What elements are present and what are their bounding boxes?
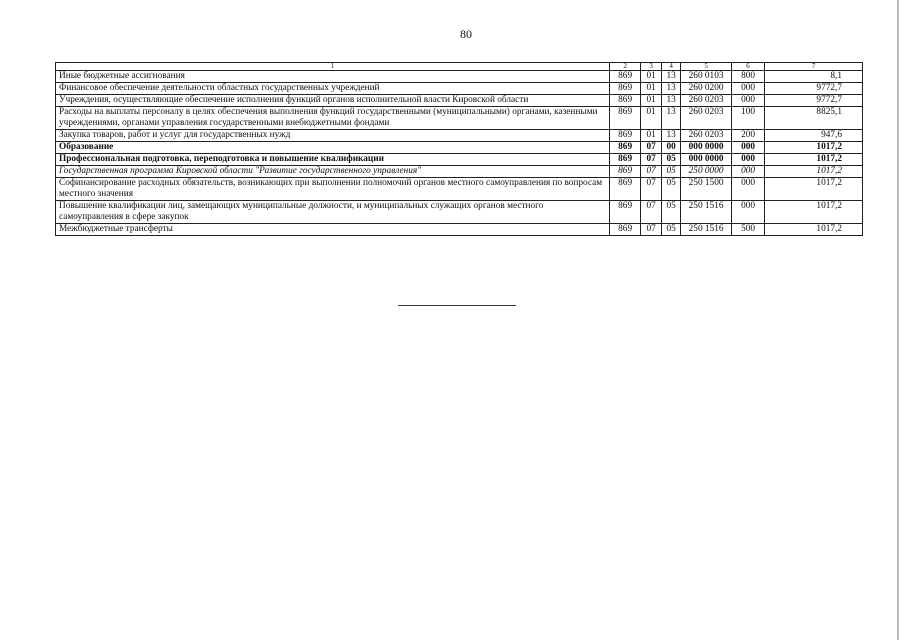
cell-admin-code: 869 xyxy=(610,130,641,142)
cell-section: 01 xyxy=(641,95,662,107)
cell-section: 07 xyxy=(641,224,662,236)
table-row xyxy=(56,71,863,83)
cell-admin-code: 869 xyxy=(610,154,641,166)
page-number: 80 xyxy=(460,27,472,41)
cell-target-item: 260 0203 xyxy=(681,107,732,130)
cell-amount: 1017,2 xyxy=(765,178,863,201)
cell-target-item: 260 0103 xyxy=(681,71,732,83)
table-row xyxy=(56,178,863,201)
table-row xyxy=(56,142,863,154)
cell-expense-type: 000 xyxy=(732,178,765,201)
cell-admin-code: 869 xyxy=(610,166,641,178)
table-row xyxy=(56,224,863,236)
cell-amount: 8825,1 xyxy=(765,107,863,130)
cell-section: 01 xyxy=(641,71,662,83)
cell-section: 01 xyxy=(641,83,662,95)
cell-section: 07 xyxy=(641,166,662,178)
cell-target-item: 250 0000 xyxy=(681,166,732,178)
column-header: 2 xyxy=(610,63,641,71)
column-header: 3 xyxy=(641,63,662,71)
cell-target-item: 000 0000 xyxy=(681,142,732,154)
cell-admin-code: 869 xyxy=(610,95,641,107)
row-name: Межбюджетные трансферты xyxy=(56,224,610,236)
table-row xyxy=(56,130,863,142)
cell-expense-type: 100 xyxy=(732,107,765,130)
cell-subsection: 00 xyxy=(662,142,681,154)
cell-amount: 1017,2 xyxy=(765,224,863,236)
cell-expense-type: 000 xyxy=(732,142,765,154)
cell-admin-code: 869 xyxy=(610,107,641,130)
row-name: Государственная программа Кировской области "Развитие государственного управления" xyxy=(56,166,610,178)
cell-amount: 8,1 xyxy=(765,71,863,83)
cell-amount: 1017,2 xyxy=(765,166,863,178)
cell-target-item: 260 0200 xyxy=(681,83,732,95)
column-header: 4 xyxy=(662,63,681,71)
cell-expense-type: 000 xyxy=(732,154,765,166)
row-name: Повышение квалификации лиц, замещающих муниципальные должности, и муниципальных служащих органов местного самоуправления в сфере закупок xyxy=(56,201,610,224)
cell-target-item: 250 1516 xyxy=(681,224,732,236)
table-row xyxy=(56,83,863,95)
cell-expense-type: 000 xyxy=(732,83,765,95)
row-name: Иные бюджетные ассигнования xyxy=(56,71,610,83)
cell-expense-type: 000 xyxy=(732,166,765,178)
row-name: Профессиональная подготовка, переподготовка и повышение квалификации xyxy=(56,154,610,166)
footer-separator-line xyxy=(398,305,516,306)
cell-target-item: 260 0203 xyxy=(681,95,732,107)
cell-admin-code: 869 xyxy=(610,224,641,236)
cell-expense-type: 000 xyxy=(732,95,765,107)
cell-subsection: 05 xyxy=(662,154,681,166)
cell-subsection: 05 xyxy=(662,201,681,224)
cell-expense-type: 800 xyxy=(732,71,765,83)
cell-section: 01 xyxy=(641,130,662,142)
cell-admin-code: 869 xyxy=(610,178,641,201)
cell-subsection: 13 xyxy=(662,107,681,130)
table-row xyxy=(56,201,863,224)
cell-section: 07 xyxy=(641,178,662,201)
column-header: 5 xyxy=(681,63,732,71)
column-header: 6 xyxy=(732,63,765,71)
cell-amount: 9772,7 xyxy=(765,95,863,107)
row-name: Учреждения, осуществляющие обеспечение исполнения функций органов исполнительной власти Кировской области xyxy=(56,95,610,107)
cell-section: 07 xyxy=(641,142,662,154)
row-name: Закупка товаров, работ и услуг для государственных нужд xyxy=(56,130,610,142)
cell-section: 01 xyxy=(641,107,662,130)
cell-subsection: 13 xyxy=(662,95,681,107)
table-row xyxy=(56,166,863,178)
cell-expense-type: 500 xyxy=(732,224,765,236)
cell-amount: 1017,2 xyxy=(765,201,863,224)
cell-subsection: 05 xyxy=(662,224,681,236)
cell-expense-type: 000 xyxy=(732,201,765,224)
table-row xyxy=(56,154,863,166)
cell-admin-code: 869 xyxy=(610,71,641,83)
cell-admin-code: 869 xyxy=(610,83,641,95)
cell-amount: 1017,2 xyxy=(765,154,863,166)
budget-table xyxy=(55,62,863,236)
table-row xyxy=(56,107,863,130)
cell-subsection: 05 xyxy=(662,178,681,201)
cell-amount: 9772,7 xyxy=(765,83,863,95)
table-row xyxy=(56,95,863,107)
column-header: 7 xyxy=(765,63,863,71)
cell-subsection: 13 xyxy=(662,83,681,95)
table-header-row xyxy=(56,63,863,71)
cell-target-item: 000 0000 xyxy=(681,154,732,166)
row-name: Финансовое обеспечение деятельности областных государственных учреждений xyxy=(56,83,610,95)
cell-section: 07 xyxy=(641,154,662,166)
cell-subsection: 05 xyxy=(662,166,681,178)
row-name: Расходы на выплаты персоналу в целях обеспечения выполнения функций государственными (муниципальными) органами, казенными учреждениями, органами управления государственными внебюджетными фондами xyxy=(56,107,610,130)
row-name: Образование xyxy=(56,142,610,154)
cell-target-item: 260 0203 xyxy=(681,130,732,142)
column-header: 1 xyxy=(56,63,610,71)
cell-section: 07 xyxy=(641,201,662,224)
scan-edge-shadow xyxy=(897,0,899,640)
cell-target-item: 250 1516 xyxy=(681,201,732,224)
row-name: Софинансирование расходных обязательств, возникающих при выполнении полномочий органов местного самоуправления по вопросам местного значения xyxy=(56,178,610,201)
cell-amount: 1017,2 xyxy=(765,142,863,154)
cell-expense-type: 200 xyxy=(732,130,765,142)
cell-admin-code: 869 xyxy=(610,142,641,154)
cell-target-item: 250 1500 xyxy=(681,178,732,201)
cell-admin-code: 869 xyxy=(610,201,641,224)
cell-subsection: 13 xyxy=(662,130,681,142)
cell-amount: 947,6 xyxy=(765,130,863,142)
cell-subsection: 13 xyxy=(662,71,681,83)
